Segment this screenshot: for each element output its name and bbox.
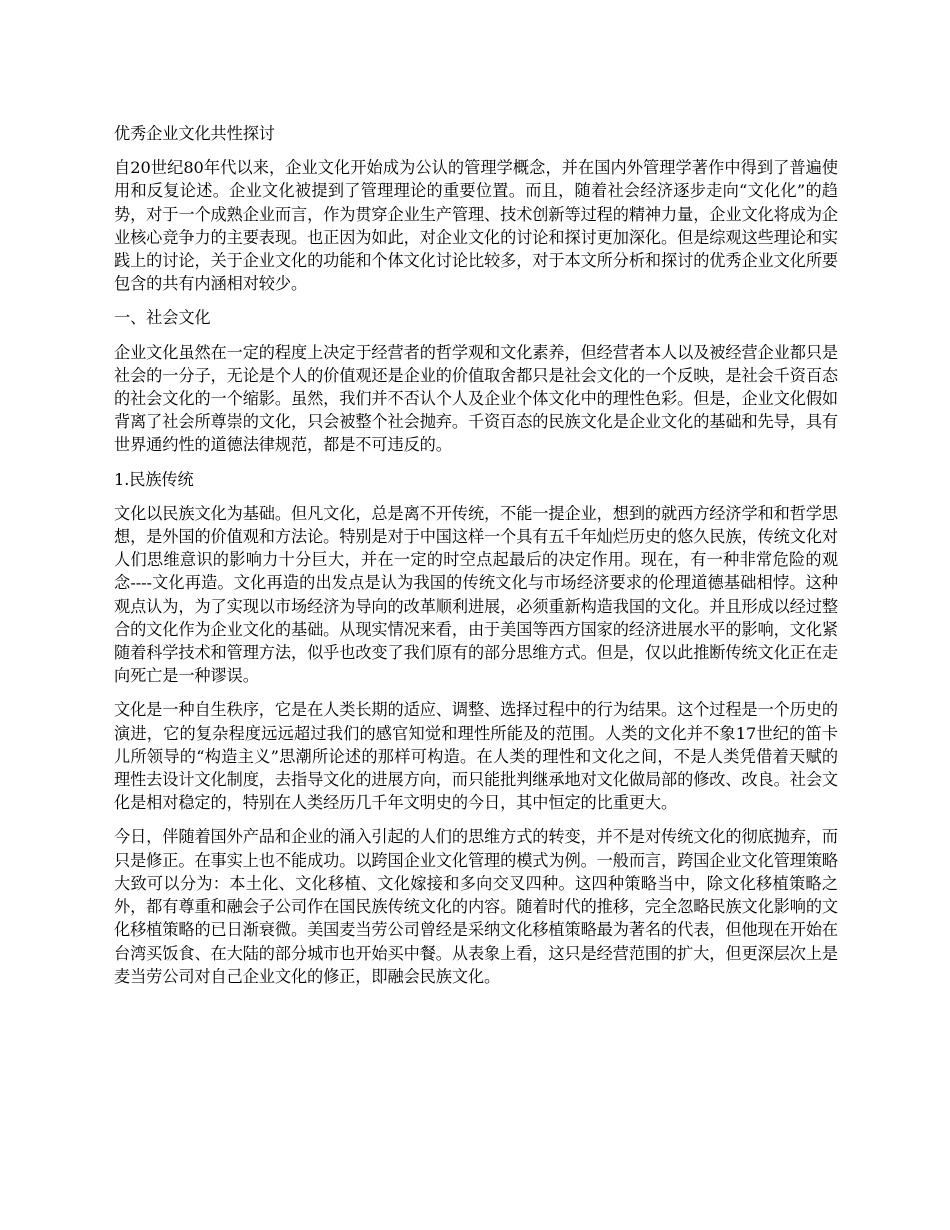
subsection-heading-national-tradition: 1.民族传统 — [114, 469, 194, 489]
national-tradition-paragraph-1: 文化以民族文化为基础。但凡文化，总是离不开传统，不能一提企业，想到的就西方经济学和和哲学思想，是外国的价值观和方法论。特别是对于中国这样一个具有五千年灿烂历史的悠久民族，传统文化对人们思维意识的影响力十分巨大，并在一定的时空点起最后的决定作用。现在，有一种非常危险的观念----文化再造。文化再造的出发点是认为我国的传统文化与市场经济要求的伦理道德基础相悖。这种观点认为，为了实现以市场经济为导向的改革顺利进展，必须重新构造我国的文化。并且形成以经过整合的文化作为企业文化的基础。从现实情况来看，由于美国等西方国家的经济进展水平的影响，文化紧随着科学技术和管理方法，似乎也改变了我们原有的部分思维方式。但是，仅以此推断传统文化正在走向死亡是一种谬误。 — [114, 503, 838, 686]
document-page — [114, 122, 838, 999]
national-tradition-paragraph-3: 今日，伴随着国外产品和企业的涌入引起的人们的思维方式的转变，并不是对传统文化的彻底抛弃，而只是修正。在事实上也不能成功。以跨国企业文化管理的模式为例。一般而言，跨国企业文化管理策略大致可以分为：本土化、文化移植、文化嫁接和多向交叉四种。这四种策略当中，除文化移植策略之外，都有尊重和融会子公司作在国民族传统文化的内容。随着时代的推移，完全忽略民族文化影响的文化移植策略的已日渐衰微。美国麦当劳公司曾经是采纳文化移植策略最为著名的代表，但他现在开始在台湾买饭食、在大陆的部分城市也开始买中餐。从表象上看，这只是经营范围的扩大，但更深层次上是麦当劳公司对自己企业文化的修正，即融会民族文化。 — [114, 827, 838, 986]
social-culture-paragraph: 企业文化虽然在一定的程度上决定于经营者的哲学观和文化素养，但经营者本人以及被经营企业都只是社会的一分子，无论是个人的价值观还是企业的价值取舍都只是社会文化的一个反映，是社会千资百态的社会文化的一个缩影。虽然，我们并不否认个人及企业个体文化中的理性色彩。但是，企业文化假如背离了社会所尊崇的文化，只会被整个社会抛弃。千资百态的民族文化是企业文化的基础和先导，具有世界通约性的道德法律规范，都是不可违反的。 — [114, 342, 838, 455]
section-heading-social-culture: 一、社会文化 — [114, 308, 211, 328]
national-tradition-paragraph-2: 文化是一种自生秩序，它是在人类长期的适应、调整、选择过程中的行为结果。这个过程是一个历史的演进，它的复杂程度远远超过我们的感官知觉和理性所能及的范围。人类的文化并不象17世纪的笛卡儿所领导的“构造主义”思潮所论述的那样可构造。在人类的理性和文化之间，不是人类凭借着天赋的理性去设计文化制度，去指导文化的进展方向，而只能批判继承地对文化做局部的修改、改良。社会文化是相对稳定的，特别在人类经历几千年文明史的今日，其中恒定的比重更大。 — [114, 700, 838, 813]
intro-paragraph: 自20世纪80年代以来，企业文化开始成为公认的管理学概念，并在国内外管理学著作中得到了普遍使用和反复论述。企业文化被提到了管理理论的重要位置。而且，随着社会经济逐步走向“文化化”的趋势，对于一个成熟企业而言，作为贯穿企业生产管理、技术创新等过程的精神力量，企业文化将成为企业核心竞争力的主要表现。也正因为如此，对企业文化的讨论和探讨更加深化。但是综观这些理论和实践上的讨论，关于企业文化的功能和个体文化讨论比较多，对于本文所分析和探讨的优秀企业文化所要包含的共有内涵相对较少。 — [114, 158, 838, 294]
document-title: 优秀企业文化共性探讨 — [114, 124, 275, 143]
